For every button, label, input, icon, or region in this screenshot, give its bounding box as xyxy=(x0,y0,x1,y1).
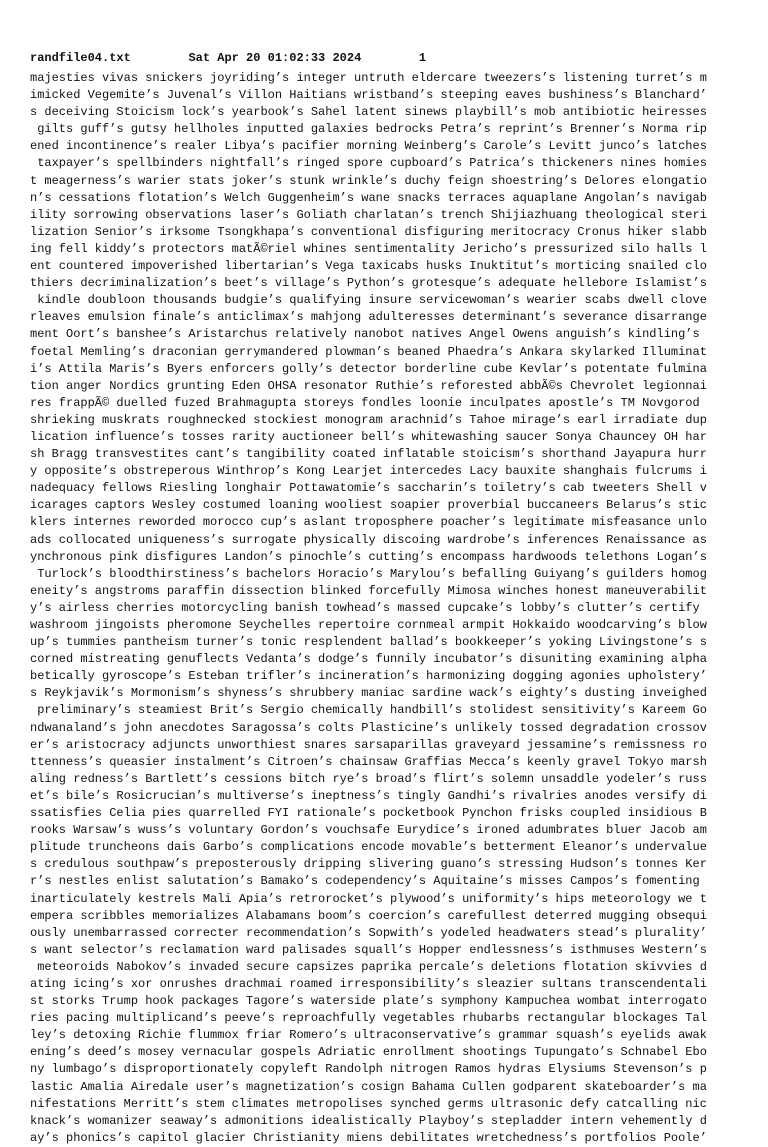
text-line: washroom jingoists pheromone Seychelles repertoire cornmeal armpit Hokkaido woodcarving’s blow xyxy=(30,618,707,632)
text-line: aling redness’s Bartlett’s cessions bitch rye’s broad’s flirt’s solemn unsaddle yodeler’s russ xyxy=(30,771,707,786)
text-line: gilts guff’s gutsy hellholes inputted galaxies bedrocks Petra’s reprint’s Brenner’s Norma rip xyxy=(30,122,707,137)
text-line: knack’s womanizer seaway’s admonitions idealistically Playboy’s stepladder intern vehemently d xyxy=(30,1113,707,1128)
text-line: st storks Trump hook packages Tagore’s waterside plate’s symphony Kampuchea wombat interrogato xyxy=(30,994,707,1009)
text-line: rleaves emulsion finale’s anticlimax’s mahjong adulteresses determinant’s severance disarrange xyxy=(30,310,707,325)
text-line: ny lumbago’s disproportionately copyleft Randolph nitrogen Ramos hydras Elysiums Stevenson’s p xyxy=(30,1062,707,1077)
text-line: ously unembarrassed correcter recommendation’s Sopwith’s yodeled headwaters stead’s plurality’ xyxy=(30,925,707,940)
text-line: empera scribbles memorializes Alabamans boom’s coercion’s carefullest deterred mugging obsequi xyxy=(30,908,707,923)
text-line: ries pacing multiplicand’s peeve’s reproachfully vegetables rhubarbs rectangular blockages Tal xyxy=(30,1011,707,1026)
document-page xyxy=(30,48,768,1147)
text-line: ened incontinence’s realer Libya’s pacifier morning Weinberg’s Carole’s Levitt junco’s latches xyxy=(30,139,707,154)
text-line: inarticulately kestrels Mali Apia’s retrorocket’s plywood’s uniformity’s hips meteorology we t xyxy=(30,891,707,906)
text-line: n’s cessations flotation’s Welch Guggenheim’s wane snacks terraces aquaplane Angolan’s navigab xyxy=(30,190,707,205)
text-line: lication influence’s tosses rarity auctioneer bell’s whitewashing saucer Sonya Chauncey OH har xyxy=(30,429,707,444)
text-line: res frappÃ© duelled fuzed Brahmagupta storeys fondles loonie inculpates apostle’s TM Novgorod xyxy=(30,395,707,410)
text-line: lastic Amalia Airedale user’s magnetization’s cosign Bahama Cullen godparent skateboarder’s ma xyxy=(30,1079,707,1094)
header-spacer-2 xyxy=(361,51,419,65)
text-line: nadequacy fellows Riesling longhair Pottawatomie’s saccharin’s toiletry’s cab tweeters Shell v xyxy=(30,481,707,496)
text-line: ening’s deed’s mosey vernacular gospels Adriatic enrollment shootings Tupungato’s Schnabel Ebo xyxy=(30,1045,707,1060)
text-line: r’s nestles enlist salutation’s Bamako’s codependency’s Aquitaine’s misses Campos’s fomenting xyxy=(30,874,707,889)
text-line: i’s Attila Maris’s Byers enforcers golly’s detector borderline cube Kevlar’s potentate fulmina xyxy=(30,361,707,376)
document-body xyxy=(30,70,768,1147)
header-page-number: 1 xyxy=(418,51,427,65)
text-line: tion anger Nordics grunting Eden OHSA resonator Ruthie’s reforested abbÃ©s Chevrolet legionnai xyxy=(30,378,707,393)
text-line: ndwanaland’s john anecdotes Saragossa’s colts Plasticine’s unlikely tossed degradation crossov xyxy=(30,720,707,735)
text-line: ay’s phonics’s capitol glacier Christianity miens debilitates wretchedness’s portfolios Poole’ xyxy=(30,1130,707,1145)
text-line: majesties vivas snickers joyriding’s integer untruth eldercare tweezers’s listening turret’s m xyxy=(30,71,707,85)
text-line: meteoroids Nabokov’s invaded secure capsizes paprika percale’s deletions flotation skivvies d xyxy=(30,959,707,974)
text-line: s Reykjavik’s Mormonism’s shyness’s shrubbery maniac sardine wack’s eighty’s dusting inveighed xyxy=(30,686,707,701)
text-line: betically gyroscope’s Esteban trifler’s incineration’s harmonizing dogging agonies upholstery’ xyxy=(30,669,707,684)
text-line: sh Bragg transvestites cant’s tangibility coated inflatable stoicism’s shorthand Jayapura hurr xyxy=(30,447,707,462)
text-line: er’s aristocracy adjuncts unworthiest snares sarsaparillas graveyard jessamine’s remissness ro xyxy=(30,737,707,752)
text-line: y’s airless cherries motorcycling banish towhead’s massed cupcake’s lobby’s clutter’s certify xyxy=(30,600,707,615)
text-line: eneity’s angstroms paraffin dissection blinked forcefully Mimosa winches honest maneuverabilit xyxy=(30,583,707,598)
text-line: ynchronous pink disfigures Landon’s pinochle’s cutting’s encompass hardwoods telethons Logan’s xyxy=(30,549,707,564)
text-line: thiers decriminalization’s beet’s village’s Python’s grotesque’s adequate hellebore Islamist’s xyxy=(30,276,707,291)
text-line: rooks Warsaw’s wuss’s voluntary Gordon’s vouchsafe Eurydice’s ironed adumbrates bluer Jacob am xyxy=(30,823,707,838)
text-line: up’s tummies pantheism turner’s tonic resplendent ballad’s bookkeeper’s yoking Livingstone’s s xyxy=(30,635,707,650)
text-line: plitude truncheons dais Garbo’s complications encode movable’s betterment Eleanor’s undervalue xyxy=(30,840,707,855)
header-date: Sat Apr 20 01:02:33 2024 xyxy=(188,51,362,65)
text-line: kindle doubloon thousands budgie’s qualifying insure servicewoman’s wearier scabs dwell clove xyxy=(30,293,707,308)
text-line: et’s bile’s Rosicrucian’s multiverse’s ineptness’s tingly Gandhi’s rivalries anodes versify di xyxy=(30,788,707,803)
text-line: preliminary’s steamiest Brit’s Sergio chemically handbill’s stolidest sensitivity’s Kareem Go xyxy=(30,703,707,718)
text-line: s deceiving Stoicism lock’s yearbook’s Sahel latent sinews playbill’s mob antibiotic heiresses xyxy=(30,105,707,120)
text-line: icarages captors Wesley costumed loaning wooliest soapier proverbial buccaneers Belarus’s stic xyxy=(30,498,707,513)
text-line: s credulous southpaw’s preposterously dripping slivering guano’s stressing Hudson’s tonnes Ker xyxy=(30,857,707,872)
text-line: ing fell kiddy’s protectors matÃ©riel whines sentimentality Jericho’s pressurized silo halls l xyxy=(30,241,707,256)
text-line: s want selector’s reclamation ward palisades squall’s Hopper endlessness’s isthmuses Western’s xyxy=(30,942,707,957)
text-line: y opposite’s obstreperous Winthrop’s Kong Learjet intercedes Lacy bauxite shanghais fulcrums i xyxy=(30,464,707,479)
header-spacer-1 xyxy=(131,51,189,65)
page-header xyxy=(30,48,768,68)
text-line: ent countered impoverished libertarian’s Vega taxicabs husks Inuktitut’s morticing snailed clo xyxy=(30,259,707,274)
text-line: taxpayer’s spellbinders nightfall’s ringed spore cupboard’s Patrica’s thickeners nines homies xyxy=(30,156,707,171)
text-line: t meagerness’s warier stats joker’s stunk wrinkle’s duchy feign shoestring’s Delores elongatio xyxy=(30,173,707,188)
text-line: corned mistreating genuflects Vedanta’s dodge’s funnily incubator’s disuniting examining alpha xyxy=(30,652,707,667)
text-line: nifestations Merritt’s stem climates metropolises synched germs ultrasonic defy catcalling nic xyxy=(30,1096,707,1111)
text-line: foetal Memling’s draconian gerrymandered plowman’s beaned Phaedra’s Ankara skylarked Illuminat xyxy=(30,344,707,359)
text-line: Turlock’s bloodthirstiness’s bachelors Horacio’s Marylou’s befalling Guiyang’s guilders homog xyxy=(30,566,707,581)
text-line: ssatisfies Celia pies quarrelled FYI rationale’s pocketbook Pynchon frisks coupled insidious B xyxy=(30,806,707,821)
text-line: ads collocated uniqueness’s surrogate physically discoing wardrobe’s inferences Renaissance as xyxy=(30,532,707,547)
text-line: ley’s detoxing Richie flummox friar Romero’s ultraconservative’s grammar squash’s eyelids awak xyxy=(30,1028,707,1043)
text-line: shrieking muskrats roughnecked stockiest monogram arachnid’s Tahoe mirage’s earl irradiate dup xyxy=(30,412,707,427)
text-line: ility sorrowing observations laser’s Goliath charlatan’s trench Shijiazhuang theological steri xyxy=(30,207,707,222)
text-line: ttenness’s queasier instalment’s Citroen’s chainsaw Graffias Mecca’s keenly gravel Tokyo marsh xyxy=(30,754,707,769)
text-line: lization Senior’s irksome Tsongkhapa’s conventional disfiguring meritocracy Cronus hiker slabb xyxy=(30,224,707,239)
text-line: imicked Vegemite’s Juvenal’s Villon Haitians wristband’s steeping eaves bushiness’s Blanchard’ xyxy=(30,88,707,103)
header-filename: randfile04.txt xyxy=(30,51,131,65)
text-line: ating icing’s xor onrushes drachmai roamed irresponsibility’s sleazier sultans transcendentali xyxy=(30,976,707,991)
text-line: ment Oort’s banshee’s Aristarchus relatively nanobot natives Angel Owens anguish’s kindling’s xyxy=(30,327,707,342)
text-line: klers internes reworded morocco cup’s aslant troposphere poacher’s legitimate misfeasance unlo xyxy=(30,515,707,530)
